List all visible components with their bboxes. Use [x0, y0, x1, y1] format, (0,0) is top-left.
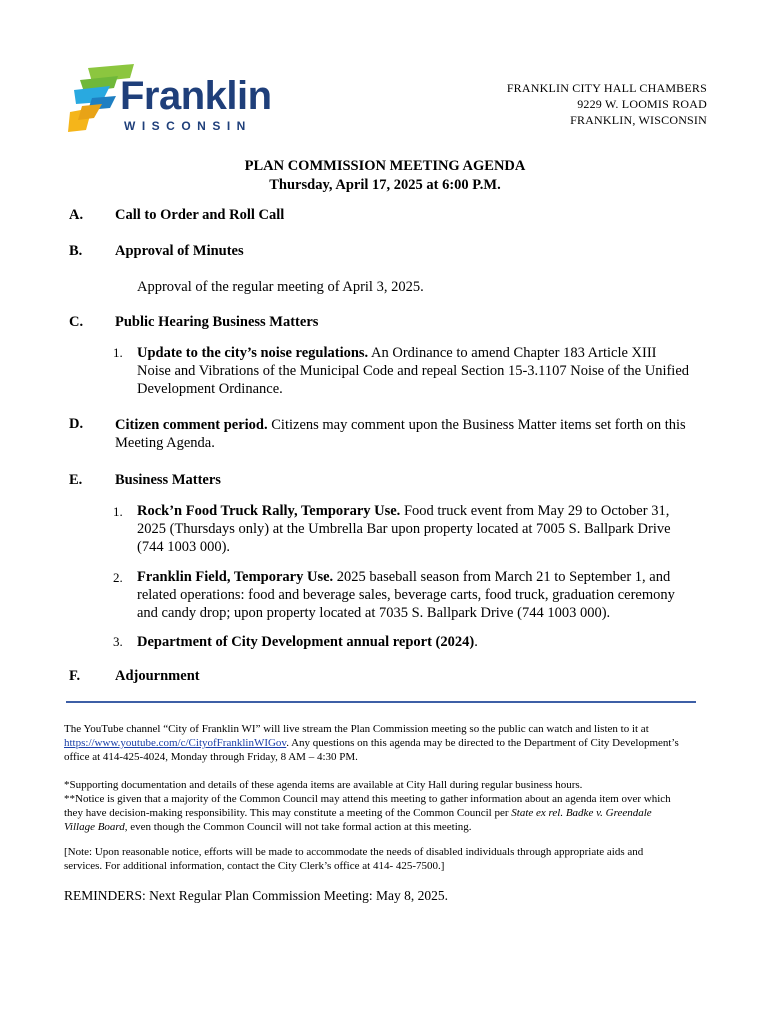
item-number: 2.	[113, 570, 123, 585]
item-text: (744 1003 000).	[137, 539, 231, 555]
logo-wordmark: Franklin	[120, 74, 272, 118]
item-title: Franklin Field, Temporary Use.	[137, 569, 334, 585]
case-citation: State ex rel. Badke v. Greendale	[511, 807, 652, 819]
section-a-heading: Call to Order and Roll Call	[115, 207, 285, 223]
reminders: REMINDERS: Next Regular Plan Commission Meeting: May 8, 2025.	[64, 888, 448, 903]
note-text: , even though the Common Council will not take formal action at this meeting.	[124, 821, 472, 833]
item-title: Department of City Development annual report (2024)	[137, 634, 475, 650]
logo-subtitle: WISCONSIN	[124, 119, 252, 133]
section-e-letter: E.	[69, 472, 83, 488]
agenda-item-food-truck-rally	[137, 502, 712, 556]
item-title: Update to the city’s noise regulations.	[137, 345, 369, 361]
item-number: 3.	[113, 634, 123, 649]
section-b-letter: B.	[69, 243, 83, 259]
note-text: office at 414-425-4024, Monday through Friday, 8 AM – 4:30 PM.	[64, 751, 358, 763]
section-d-body	[115, 416, 715, 452]
franklin-logo	[66, 62, 286, 140]
section-d-letter: D.	[69, 416, 84, 432]
agenda-item-annual-report	[137, 633, 712, 651]
item-text: Noise and Vibrations of the Municipal Code and repeal Section 15-3.1107 Noise of the Unified	[137, 363, 690, 379]
item-text: 2025 baseball season from March 21 to September 1, and	[333, 569, 671, 585]
youtube-link[interactable]: https://www.youtube.com/c/CityofFranklinWIGov	[64, 737, 287, 749]
section-d-heading: Citizen comment period.	[115, 417, 268, 433]
accessibility-note	[64, 845, 704, 873]
agenda-title	[0, 157, 770, 195]
note-text: . Any questions on this agenda may be directed to the Department of City Development’s	[286, 737, 679, 749]
note-text: services. For additional information, contact the City Clerk’s office at 414- 425-7500.]	[64, 860, 445, 872]
agenda-item-noise-regulations	[137, 344, 712, 398]
divider	[66, 701, 696, 703]
item-text: 2025 (Thursdays only) at the Umbrella Bar upon property located at 7005 S. Ballpark Drive	[137, 521, 671, 537]
section-d-text: Meeting Agenda.	[115, 435, 215, 451]
section-c-heading: Public Hearing Business Matters	[115, 314, 319, 330]
note-text: [Note: Upon reasonable notice, efforts will be made to accommodate the needs of disabled individuals through appropriate aids and	[64, 846, 644, 858]
supporting-docs-note	[64, 778, 704, 834]
item-text: Development Ordinance.	[137, 381, 283, 397]
section-b-heading: Approval of Minutes	[115, 243, 244, 259]
section-c-letter: C.	[69, 314, 84, 330]
section-e-heading: Business Matters	[115, 472, 221, 488]
section-d-text: Citizens may comment upon the Business Matter items set forth on this	[267, 417, 686, 433]
item-text: Food truck event from May 29 to October 31,	[400, 503, 670, 519]
address-line: FRANKLIN, WISCONSIN	[570, 113, 707, 127]
meeting-address	[507, 80, 707, 128]
agenda-item-franklin-field	[137, 568, 712, 622]
item-number: 1.	[113, 504, 123, 519]
item-text: related operations: food and beverage sales, beverage carts, food truck, graduation ceremony	[137, 587, 675, 603]
agenda-date-line: Thursday, April 17, 2025 at 6:00 P.M.	[269, 177, 501, 193]
item-text: An Ordinance to amend Chapter 183 Article XIII	[368, 345, 657, 361]
item-number: 1.	[113, 345, 123, 360]
section-f-letter: F.	[69, 668, 81, 684]
agenda-title-line: PLAN COMMISSION MEETING AGENDA	[244, 158, 526, 174]
section-f-heading: Adjournment	[115, 668, 200, 684]
section-a-letter: A.	[69, 207, 84, 223]
address-line: 9229 W. LOOMIS ROAD	[577, 97, 707, 111]
item-text: .	[474, 634, 478, 650]
item-title: Rock’n Food Truck Rally, Temporary Use.	[137, 503, 401, 519]
item-text: and candy drop; upon property located at 7035 S. Ballpark Drive (744 1003 000).	[137, 605, 611, 621]
case-citation: Village Board	[64, 821, 125, 833]
livestream-note	[64, 722, 704, 764]
address-line: FRANKLIN CITY HALL CHAMBERS	[506, 81, 707, 95]
note-text: **Notice is given that a majority of the Common Council may attend this meeting to gather information about an agenda item over which	[64, 793, 671, 805]
note-text: The YouTube channel “City of Franklin WI” will live stream the Plan Commission meeting so the public can watch and listen to it at	[64, 723, 649, 735]
note-text: they have decision-making responsibility. This may constitute a meeting of the Common Council per	[64, 807, 512, 819]
note-text: *Supporting documentation and details of these agenda items are available at City Hall during regular business hours.	[64, 779, 583, 791]
minutes-text: Approval of the regular meeting of April 3, 2025.	[137, 279, 424, 295]
